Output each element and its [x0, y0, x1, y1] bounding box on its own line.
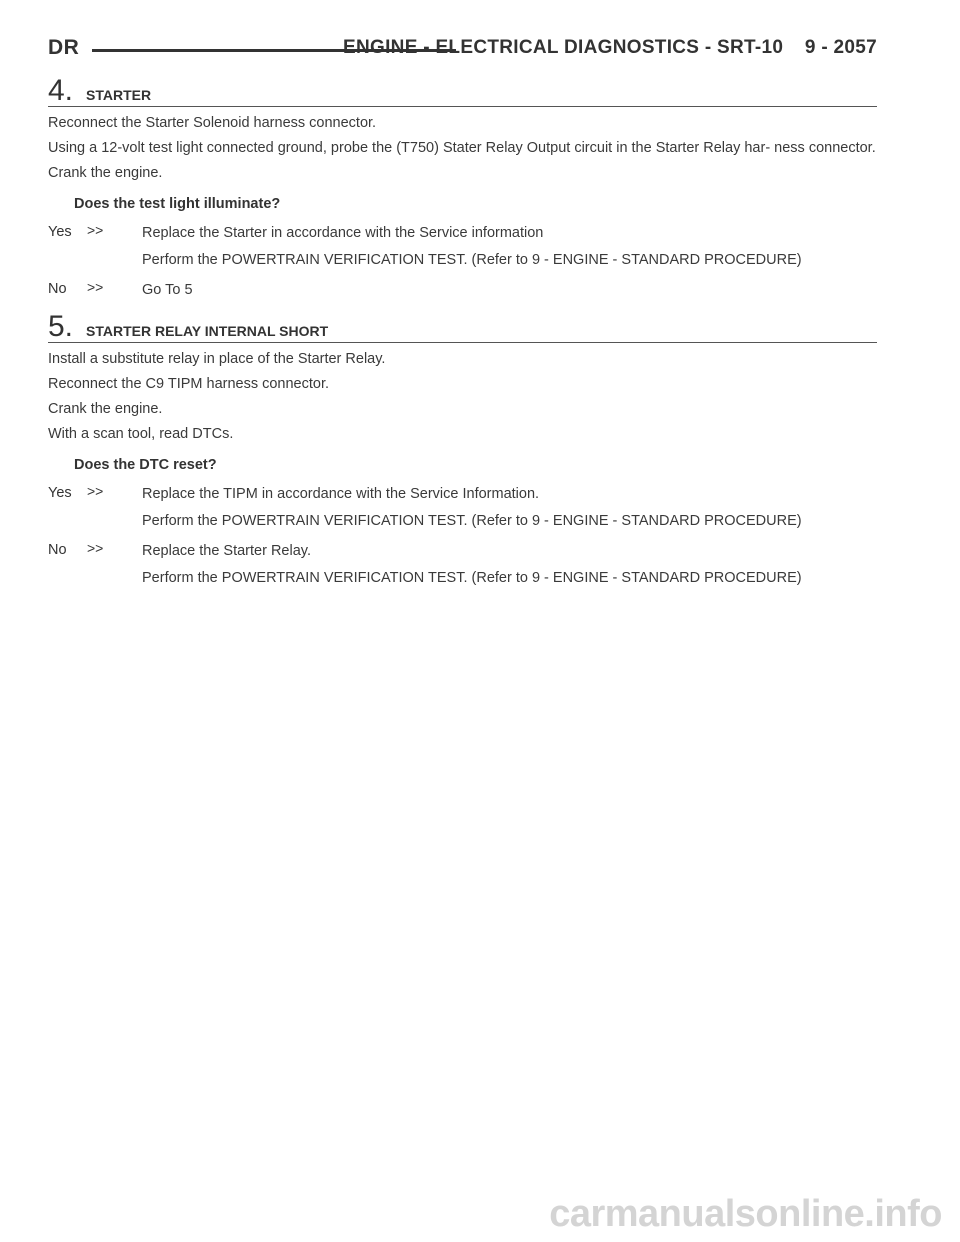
answer-label: No [48, 542, 67, 558]
action-line: Perform the POWERTRAIN VERIFICATION TEST. (Refer to 9 - ENGINE - STANDARD PROCEDURE) [142, 570, 802, 586]
watermark: carmanualsonline.info [549, 1193, 942, 1235]
instruction: Reconnect the Starter Solenoid harness connector. [48, 115, 377, 131]
arrow-marker: >> [87, 279, 104, 295]
answer-yes [48, 224, 877, 269]
step-number: 5. [48, 310, 74, 343]
page-number: 9 - 2057 [804, 37, 877, 58]
action-line: Replace the TIPM in accordance with the Service Information. [142, 486, 540, 502]
instruction: Using a 12-volt test light connected ground, probe the (T750) Stater Relay Output circuit in the Starter Relay har- ness connector. [48, 140, 876, 156]
answer-no [48, 542, 877, 587]
instruction: Install a substitute relay in place of the Starter Relay. [48, 351, 386, 367]
answer-no [48, 281, 877, 299]
instruction: With a scan tool, read DTCs. [48, 426, 234, 442]
section-title: ENGINE - ELECTRICAL DIAGNOSTICS - SRT-10 [343, 37, 784, 58]
step-number: 4. [48, 74, 74, 107]
instruction: Crank the engine. [48, 165, 163, 181]
instruction: Reconnect the C9 TIPM harness connector. [48, 376, 330, 392]
action-line: Perform the POWERTRAIN VERIFICATION TEST. (Refer to 9 - ENGINE - STANDARD PROCEDURE) [142, 513, 802, 529]
answer-label: Yes [48, 485, 72, 501]
step-heading [48, 74, 877, 107]
header-right [343, 37, 877, 59]
answer-label: No [48, 281, 67, 297]
action-line: Perform the POWERTRAIN VERIFICATION TEST. (Refer to 9 - ENGINE - STANDARD PROCEDURE) [142, 252, 802, 268]
answer-text [142, 224, 877, 269]
model-code: DR [48, 36, 80, 59]
step-title: STARTER [86, 87, 152, 103]
answer-label: Yes [48, 224, 72, 240]
instruction: Crank the engine. [48, 401, 163, 417]
answer-yes [48, 485, 877, 530]
step-title: STARTER RELAY INTERNAL SHORT [86, 323, 329, 339]
answer-text [142, 542, 877, 587]
action-line: Replace the Starter in accordance with the Service information [142, 225, 544, 241]
test-question: Does the DTC reset? [74, 457, 217, 473]
arrow-marker: >> [87, 483, 104, 499]
action-line: Replace the Starter Relay. [142, 543, 311, 559]
arrow-marker: >> [87, 540, 104, 556]
answer-text [142, 485, 877, 530]
arrow-marker: >> [87, 222, 104, 238]
step-heading [48, 310, 877, 343]
step-5 [48, 310, 877, 587]
page-header [48, 36, 877, 66]
test-question: Does the test light illuminate? [74, 196, 281, 212]
answer-text [142, 281, 877, 299]
step-4 [48, 74, 877, 299]
action-line: Go To 5 [142, 282, 193, 298]
